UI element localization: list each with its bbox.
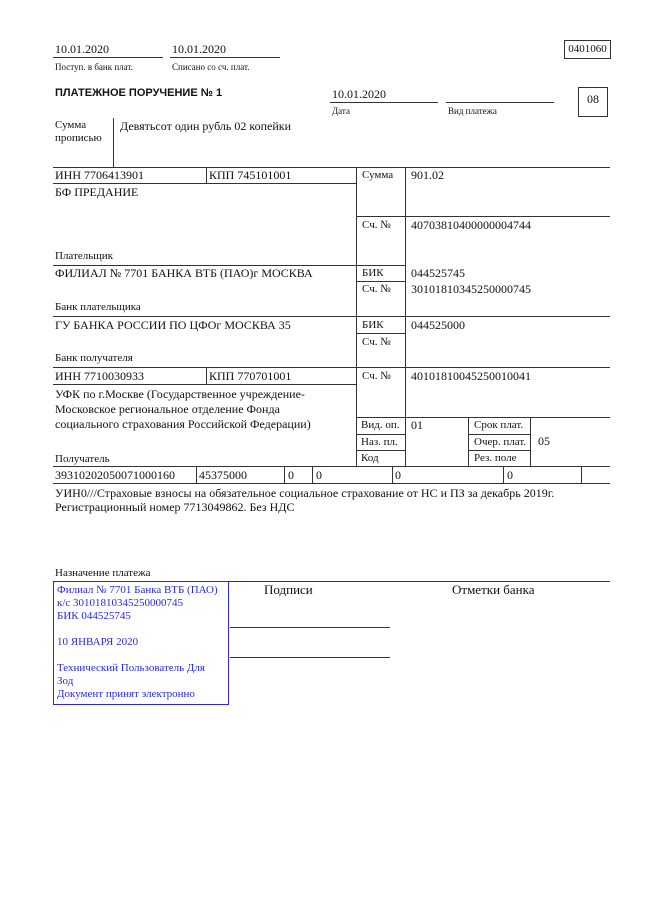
payer-label: Плательщик bbox=[55, 250, 113, 262]
signature-line bbox=[230, 627, 390, 628]
payer-name: БФ ПРЕДАНИЕ bbox=[55, 185, 139, 199]
stamp-line: к/с 30101810345250000745 bbox=[57, 597, 184, 609]
rez-label: Рез. поле bbox=[474, 452, 517, 464]
amount-words: Девятьсот один рубль 02 копейки bbox=[120, 119, 292, 133]
stamp-line: Зод bbox=[57, 675, 74, 687]
order-date: 10.01.2020 bbox=[332, 87, 386, 101]
stamp-line: БИК 044525745 bbox=[57, 610, 131, 622]
payer-bank-name: ФИЛИАЛ № 7701 БАНКА ВТБ (ПАО)г МОСКВА bbox=[55, 266, 313, 280]
stamp-line: 10 ЯНВАРЯ 2020 bbox=[57, 636, 139, 648]
kod-label: Код bbox=[361, 452, 379, 464]
payee-name-line: УФК по г.Москве (Государственное учреждение- bbox=[55, 387, 305, 401]
payee-bank-account-label: Сч. № bbox=[362, 336, 391, 348]
vid-op-label: Вид. оп. bbox=[361, 419, 400, 431]
payer-bank-bik: 044525745 bbox=[411, 266, 465, 280]
payee-bank-bik: 044525000 bbox=[411, 318, 465, 332]
date-label: Дата bbox=[332, 106, 350, 116]
received-label: Поступ. в банк плат. bbox=[55, 62, 133, 72]
debited-date: 10.01.2020 bbox=[172, 42, 226, 56]
payer-bank-bik-label: БИК bbox=[362, 267, 384, 279]
form-code: 0401060 bbox=[564, 40, 611, 59]
signature-line bbox=[230, 657, 390, 658]
amount-label: Сумма bbox=[362, 169, 394, 181]
received-date: 10.01.2020 bbox=[55, 42, 109, 56]
payment-type-label: Вид платежа bbox=[448, 106, 497, 116]
debited-label: Списано со сч. плат. bbox=[172, 62, 250, 72]
amount-words-label: Сумма bbox=[55, 119, 87, 131]
page-title: ПЛАТЕЖНОЕ ПОРУЧЕНИЕ № 1 bbox=[55, 87, 223, 99]
payee-bank-bik-label: БИК bbox=[362, 319, 384, 331]
stamp-line: Документ принят электронно bbox=[57, 688, 195, 700]
amount-words-label-2: прописью bbox=[55, 132, 102, 144]
payee-account: 40101810045250010041 bbox=[411, 369, 531, 383]
ocher-label: Очер. плат. bbox=[474, 436, 527, 448]
payer-bank-label: Банк плательщика bbox=[55, 301, 141, 313]
purpose-line: УИН0///Страховые взносы на обязательное социальное страхование от НС и ПЗ за декабрь 2019г. bbox=[55, 486, 555, 500]
payer-bank-account: 30101810345250000745 bbox=[411, 282, 531, 296]
payer-kpp: КПП 745101001 bbox=[209, 168, 292, 182]
payer-bank-account-label: Сч. № bbox=[362, 283, 391, 295]
stamp-line: Филиал № 7701 Банка ВТБ (ПАО) bbox=[57, 584, 218, 596]
oktmo-code: 45375000 bbox=[199, 468, 247, 482]
payee-bank-label: Банк получателя bbox=[55, 352, 133, 364]
payee-kpp: КПП 770701001 bbox=[209, 369, 292, 383]
payee-name-line: Московское региональное отделение Фонда bbox=[55, 402, 280, 416]
srok-label: Срок плат. bbox=[474, 419, 524, 431]
payer-account-label: Сч. № bbox=[362, 219, 391, 231]
doc-number-code: 0 bbox=[395, 468, 401, 482]
amount-value: 901.02 bbox=[411, 168, 444, 182]
status-code: 08 bbox=[578, 87, 608, 117]
doc-date-code: 0 bbox=[507, 468, 513, 482]
purpose-label: Назначение платежа bbox=[55, 567, 151, 579]
payer-inn: ИНН 7706413901 bbox=[55, 168, 144, 182]
payee-label: Получатель bbox=[55, 453, 110, 465]
payee-account-label: Сч. № bbox=[362, 370, 391, 382]
ocher-value: 05 bbox=[538, 434, 550, 448]
purpose-line: Регистрационный номер 7713049862. Без НДС bbox=[55, 500, 295, 514]
signatures-label: Подписи bbox=[264, 582, 313, 597]
payee-bank-name: ГУ БАНКА РОССИИ ПО ЦФОг МОСКВА 35 bbox=[55, 318, 291, 332]
vid-op-value: 01 bbox=[411, 418, 423, 432]
naz-pl-label: Наз. пл. bbox=[361, 436, 398, 448]
bank-marks-label: Отметки банка bbox=[452, 582, 535, 597]
stamp-line: Технический Пользователь Для bbox=[57, 662, 205, 674]
period-code: 0 bbox=[316, 468, 322, 482]
basis-code: 0 bbox=[288, 468, 294, 482]
payer-account: 40703810400000004744 bbox=[411, 218, 531, 232]
kbk-code: 39310202050071000160 bbox=[55, 468, 175, 482]
bank-stamp bbox=[53, 581, 229, 705]
payee-name-line: социального страхования Российской Федерации) bbox=[55, 417, 311, 431]
payee-inn: ИНН 7710030933 bbox=[55, 369, 144, 383]
